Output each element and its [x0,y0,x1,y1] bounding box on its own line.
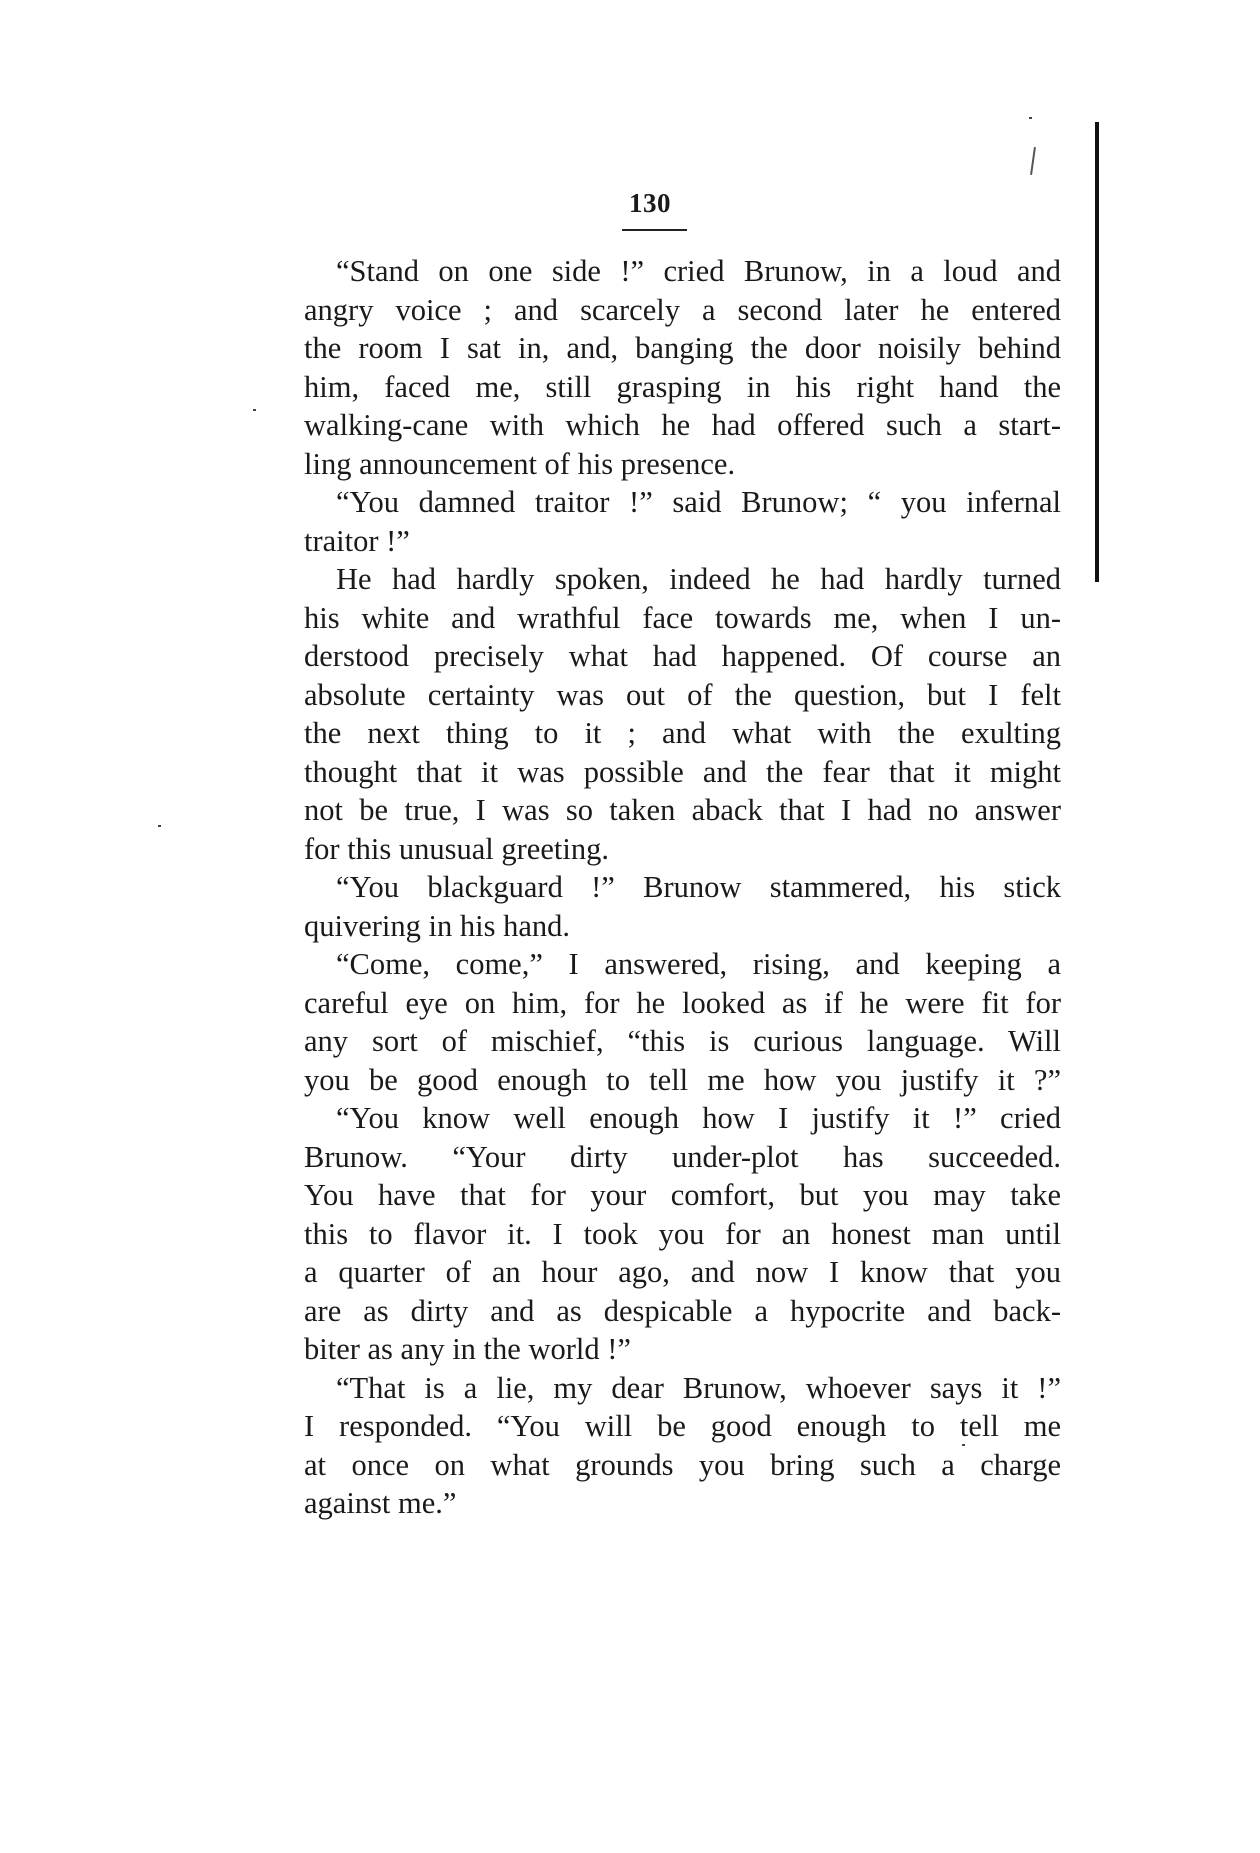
scan-speck [253,409,256,411]
text-line: careful eye on him, for he looked as if he were fit for [304,985,1061,1020]
page-number-rule [622,229,687,231]
text-line: any sort of mischief, “this is curious language. Will [304,1024,1061,1058]
text-line: not be true, I was so taken aback that I had no answer [304,793,1061,827]
text-line: the next thing to it ; and what with the exulting [304,716,1061,750]
text-line: him, faced me, still grasping in his right hand the [304,369,1061,404]
text-line: for this unusual greeting. [304,831,609,866]
text-line: biter as any in the world !” [304,1332,631,1366]
text-line: You have that for your comfort, but you may take [304,1178,1061,1212]
text-line: you be good enough to tell me how you justify it ?” [304,1062,1061,1097]
text-line: are as dirty and as despicable a hypocrite and back- [304,1293,1061,1328]
text-line: at once on what grounds you bring such a charge [304,1447,1061,1482]
text-line: I responded. “You will be good enough to tell me [304,1409,1061,1443]
scan-mark [1030,147,1036,175]
text-line: “Come, come,” I answered, rising, and keeping a [336,947,1061,981]
scan-speck [158,825,161,827]
text-line: traitor !” [304,523,410,558]
text-line: “You blackguard !” Brunow stammered, his stick [336,870,1061,904]
text-line: the room I sat in, and, banging the door noisily behind [304,331,1061,365]
text-line: He had hardly spoken, indeed he had hardly turned [336,562,1061,596]
text-line: quivering in his hand. [304,908,570,943]
text-line: derstood precisely what had happened. Of course an [304,639,1061,673]
text-line: his white and wrathful face towards me, when I un- [304,600,1061,635]
text-line: angry voice ; and scarcely a second later he entered [304,292,1061,327]
text-line: “You damned traitor !” said Brunow; “ you infernal [336,485,1061,519]
text-line: a quarter of an hour ago, and now I know that you [304,1255,1061,1289]
text-line: walking-cane with which he had offered such a start- [304,408,1061,442]
scan-gutter-edge [1095,122,1099,582]
scan-speck [1029,117,1032,119]
text-line: absolute certainty was out of the question, but I felt [304,677,1061,712]
text-line: this to flavor it. I took you for an honest man until [304,1216,1061,1251]
text-line: “Stand on one side !” cried Brunow, in a loud and [336,254,1061,288]
text-line: thought that it was possible and the fear that it might [304,754,1061,789]
text-line: “You know well enough how I justify it !” cried [336,1101,1061,1135]
text-line: Brunow. “Your dirty under-plot has succeeded. [304,1139,1061,1174]
text-line: ling announcement of his presence. [304,446,736,481]
page-number: 130 [629,188,671,218]
body-text [304,252,1061,1523]
text-line: “That is a lie, my dear Brunow, whoever says it !” [336,1370,1061,1405]
text-line: against me.” [304,1486,457,1520]
